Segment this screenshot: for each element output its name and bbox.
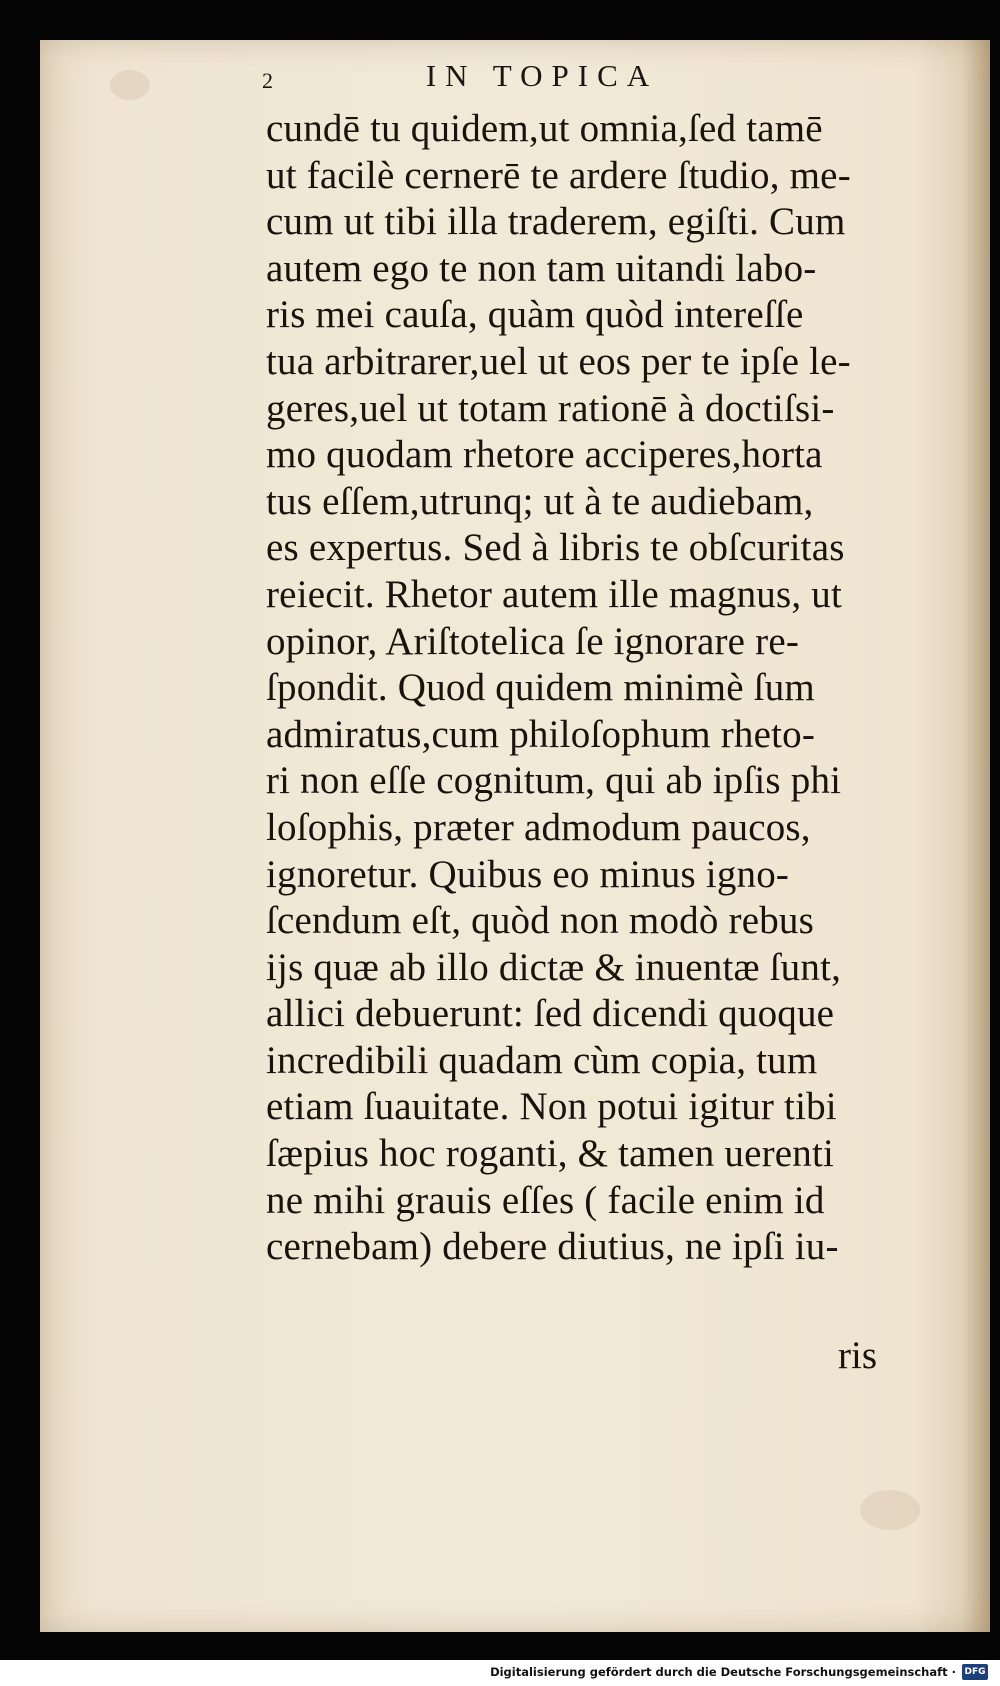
text-line: cernebam) debere diutius, ne ipſi iu- <box>266 1225 839 1269</box>
paper-stain <box>860 1490 920 1530</box>
text-line: ſcendum eſt, quòd non modò rebus <box>266 899 814 943</box>
text-line: mo quodam rhetore acciperes,horta <box>266 433 823 477</box>
text-line: admiratus,cum philoſophum rheto- <box>266 712 816 756</box>
text-line: ut facilè cernerē te ardere ſtudio, me- <box>266 153 851 197</box>
text-line: opinor, Ariſtotelica ſe ignorare re- <box>266 619 800 663</box>
funding-credit: Digitalisierung gefördert durch die Deutsche Forschungsgemeinschaft · <box>490 1665 956 1679</box>
text-line: autem ego te non tam uitandi labo- <box>266 246 817 290</box>
text-line: cum ut tibi illa traderem, egiſti. Cum <box>266 200 846 244</box>
text-line: tus eſſem,utrunq; ut à te audiebam, <box>266 479 814 523</box>
text-line: cundē tu quidem,ut omnia,ſed tamē <box>266 107 823 150</box>
catchword: ris <box>838 1334 877 1377</box>
running-head-title: IN TOPICA <box>425 58 659 93</box>
text-line: reiecit. Rhetor autem ille magnus, ut <box>266 572 842 616</box>
paper-stain <box>110 70 150 100</box>
page-number: 2 <box>262 68 273 93</box>
text-line: es expertus. Sed à libris te obſcuritas <box>266 526 845 570</box>
text-line: tua arbitrarer,uel ut eos per te ipſe le- <box>266 339 851 383</box>
text-line: ignoretur. Quibus eo minus igno- <box>266 852 790 896</box>
running-head <box>262 58 782 98</box>
dfg-logo: DFG <box>962 1664 988 1680</box>
text-line: ri non eſſe cognitum, qui ab ipſis phi <box>266 759 842 803</box>
text-line: ris mei cauſa, quàm quòd intereſſe <box>266 293 804 337</box>
page-edge-shadow <box>962 40 990 1632</box>
body-text <box>266 106 936 1271</box>
text-line: allici debuerunt: ſed dicendi quoque <box>266 992 835 1036</box>
text-line: ijs quæ ab illo dictæ & inuentæ ſunt, <box>266 945 842 989</box>
text-line: loſophis, præter admodum paucos, <box>266 805 811 849</box>
footer-bar <box>0 1660 1000 1686</box>
text-line: ſpondit. Quod quidem minimè ſum <box>266 666 815 710</box>
text-line: ne mihi grauis eſſes ( facile enim id <box>266 1178 825 1222</box>
text-line: geres,uel ut totam rationē à doctiſsi- <box>266 386 835 430</box>
text-line: etiam ſuauitate. Non potui igitur tibi <box>266 1085 837 1129</box>
text-line: ſæpius hoc roganti, & tamen uerenti <box>266 1132 835 1176</box>
text-line: incredibili quadam cùm copia, tum <box>266 1038 818 1082</box>
